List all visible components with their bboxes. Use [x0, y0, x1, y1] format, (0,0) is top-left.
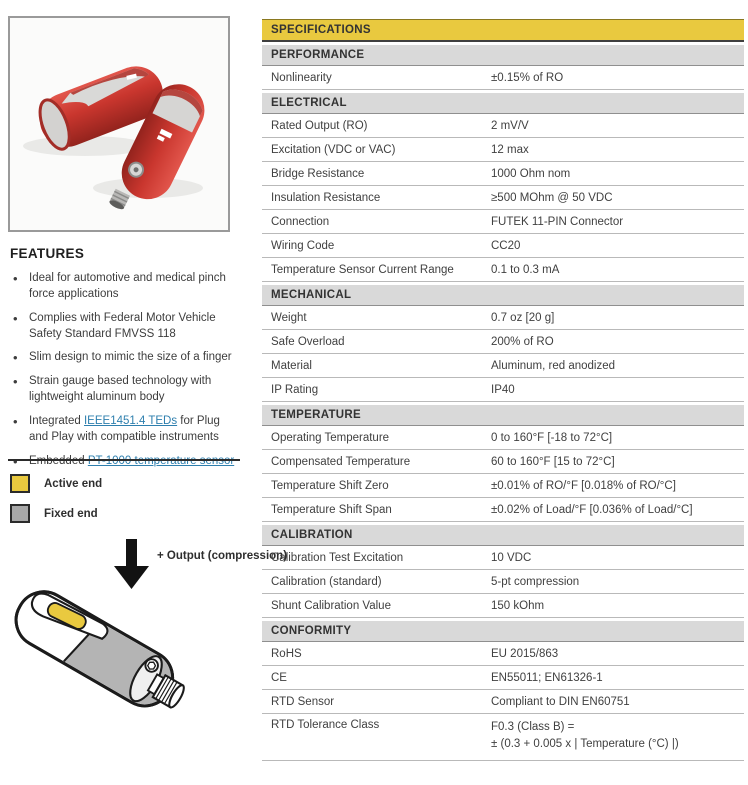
spec-row	[262, 354, 744, 378]
spec-row	[262, 546, 744, 570]
spec-label: Bridge Resistance	[271, 167, 365, 180]
spec-label: Calibration (standard)	[271, 575, 382, 588]
spec-label: Compensated Temperature	[271, 455, 411, 468]
legend-label: Fixed end	[44, 507, 98, 520]
spec-label: Temperature Shift Zero	[271, 479, 389, 492]
spec-value: EN55011; EN61326-1	[491, 671, 603, 684]
spec-label: Excitation (VDC or VAC)	[271, 143, 396, 156]
spec-value: 12 max	[491, 143, 529, 156]
active-end-swatch	[10, 474, 30, 493]
spec-value	[491, 719, 744, 754]
spec-label: Shunt Calibration Value	[271, 599, 391, 612]
spec-row	[262, 210, 744, 234]
spec-label: Temperature Sensor Current Range	[271, 263, 454, 276]
spec-label: Calibration Test Excitation	[271, 551, 404, 564]
compression-arrow-icon	[112, 539, 152, 591]
spec-value: 0.1 to 0.3 mA	[491, 263, 560, 276]
output-direction-label: + Output (compression)	[157, 550, 288, 562]
spec-value: CC20	[491, 239, 521, 252]
section-header-temperature: TEMPERATURE	[262, 405, 744, 426]
spec-value: 200% of RO	[491, 335, 554, 348]
spec-row	[262, 426, 744, 450]
end-legend	[10, 474, 242, 534]
section-header-calibration: CALIBRATION	[262, 525, 744, 546]
spec-label: IP Rating	[271, 383, 319, 396]
specifications-table	[262, 19, 744, 761]
spec-row	[262, 162, 744, 186]
spec-value: Compliant to DIN EN60751	[491, 695, 630, 708]
spec-label: Rated Output (RO)	[271, 119, 368, 132]
spec-value: 5-pt compression	[491, 575, 580, 588]
spec-label: Insulation Resistance	[271, 191, 381, 204]
spec-row	[262, 234, 744, 258]
spec-value: Aluminum, red anodized	[491, 359, 616, 372]
section-header-performance: PERFORMANCE	[262, 45, 744, 66]
section-header-conformity: CONFORMITY	[262, 621, 744, 642]
feature-item: • Slim design to mimic the size of a finger	[10, 350, 242, 366]
spec-label: RoHS	[271, 647, 302, 660]
spec-value: 0 to 160°F [-18 to 72°C]	[491, 431, 613, 444]
spec-label: Wiring Code	[271, 239, 335, 252]
spec-value: FUTEK 11-PIN Connector	[491, 215, 624, 228]
spec-row	[262, 378, 744, 402]
product-photo-image	[10, 18, 228, 230]
spec-row	[262, 666, 744, 690]
spec-row	[262, 186, 744, 210]
spec-value: IP40	[491, 383, 515, 396]
legend-label: Active end	[44, 477, 103, 490]
spec-row	[262, 330, 744, 354]
feature-item: • Strain gauge based technology with lightweight aluminum body	[10, 374, 242, 406]
spec-value: 10 VDC	[491, 551, 532, 564]
spec-row	[262, 570, 744, 594]
spec-value: 2 mV/V	[491, 119, 529, 132]
features-list	[10, 271, 242, 470]
spec-label: Temperature Shift Span	[271, 503, 392, 516]
spec-value: 1000 Ohm nom	[491, 167, 571, 180]
spec-row	[262, 450, 744, 474]
spec-value-line1: F0.3 (Class B) =	[491, 721, 575, 733]
spec-label: Operating Temperature	[271, 431, 390, 444]
spec-row	[262, 258, 744, 282]
spec-row	[262, 114, 744, 138]
spec-label: Safe Overload	[271, 335, 345, 348]
spec-value: ≥500 MOhm @ 50 VDC	[491, 191, 613, 204]
ieee-teds-link[interactable]: IEEE1451.4 TEDs	[83, 415, 178, 428]
spec-value: ±0.02% of Load/°F [0.036% of Load/°C]	[491, 503, 693, 516]
sensor-line-drawing	[4, 572, 204, 777]
left-column-divider	[8, 459, 240, 461]
features-section	[10, 246, 242, 478]
spec-value: 150 kOhm	[491, 599, 545, 612]
spec-row	[262, 306, 744, 330]
spec-value: 60 to 160°F [15 to 72°C]	[491, 455, 615, 468]
spec-row	[262, 642, 744, 666]
spec-label: Connection	[271, 215, 330, 228]
legend-item-fixed-end	[10, 504, 242, 523]
feature-item: • Complies with Federal Motor Vehicle Safety Standard FMVSS 118	[10, 311, 242, 343]
spec-row	[262, 138, 744, 162]
spec-value: 0.7 oz [20 g]	[491, 311, 555, 324]
spec-row	[262, 66, 744, 90]
spec-row	[262, 474, 744, 498]
spec-label: Weight	[271, 311, 307, 324]
spec-label: Nonlinearity	[271, 71, 332, 84]
feature-item: • Integrated IEEE1451.4 TEDs for Plug and Play with compatible instruments	[10, 414, 242, 446]
spec-label: Material	[271, 359, 312, 372]
spec-row	[262, 714, 744, 761]
section-header-mechanical: MECHANICAL	[262, 285, 744, 306]
feature-item: • Embedded PT-1000 temperature sensor	[10, 454, 242, 470]
spec-table-title: SPECIFICATIONS	[262, 19, 744, 42]
product-photo	[8, 16, 230, 232]
features-title: FEATURES	[10, 246, 85, 261]
spec-value: EU 2015/863	[491, 647, 559, 660]
spec-value: ±0.01% of RO/°F [0.018% of RO/°C]	[491, 479, 676, 492]
spec-row	[262, 498, 744, 522]
spec-row	[262, 690, 744, 714]
spec-row	[262, 594, 744, 618]
spec-label: RTD Tolerance Class	[271, 719, 380, 731]
spec-label: RTD Sensor	[271, 695, 335, 708]
spec-label: CE	[271, 671, 287, 684]
pt1000-sensor-link[interactable]: PT-1000 temperature sensor	[87, 454, 235, 467]
spec-value: ±0.15% of RO	[491, 71, 564, 84]
legend-item-active-end	[10, 474, 242, 493]
section-header-electrical: ELECTRICAL	[262, 93, 744, 114]
fixed-end-swatch	[10, 504, 30, 523]
spec-value-line2: ± (0.3 + 0.005 x | Temperature (°C) |)	[491, 738, 679, 751]
feature-item: • Ideal for automotive and medical pinch force applications	[10, 271, 242, 303]
